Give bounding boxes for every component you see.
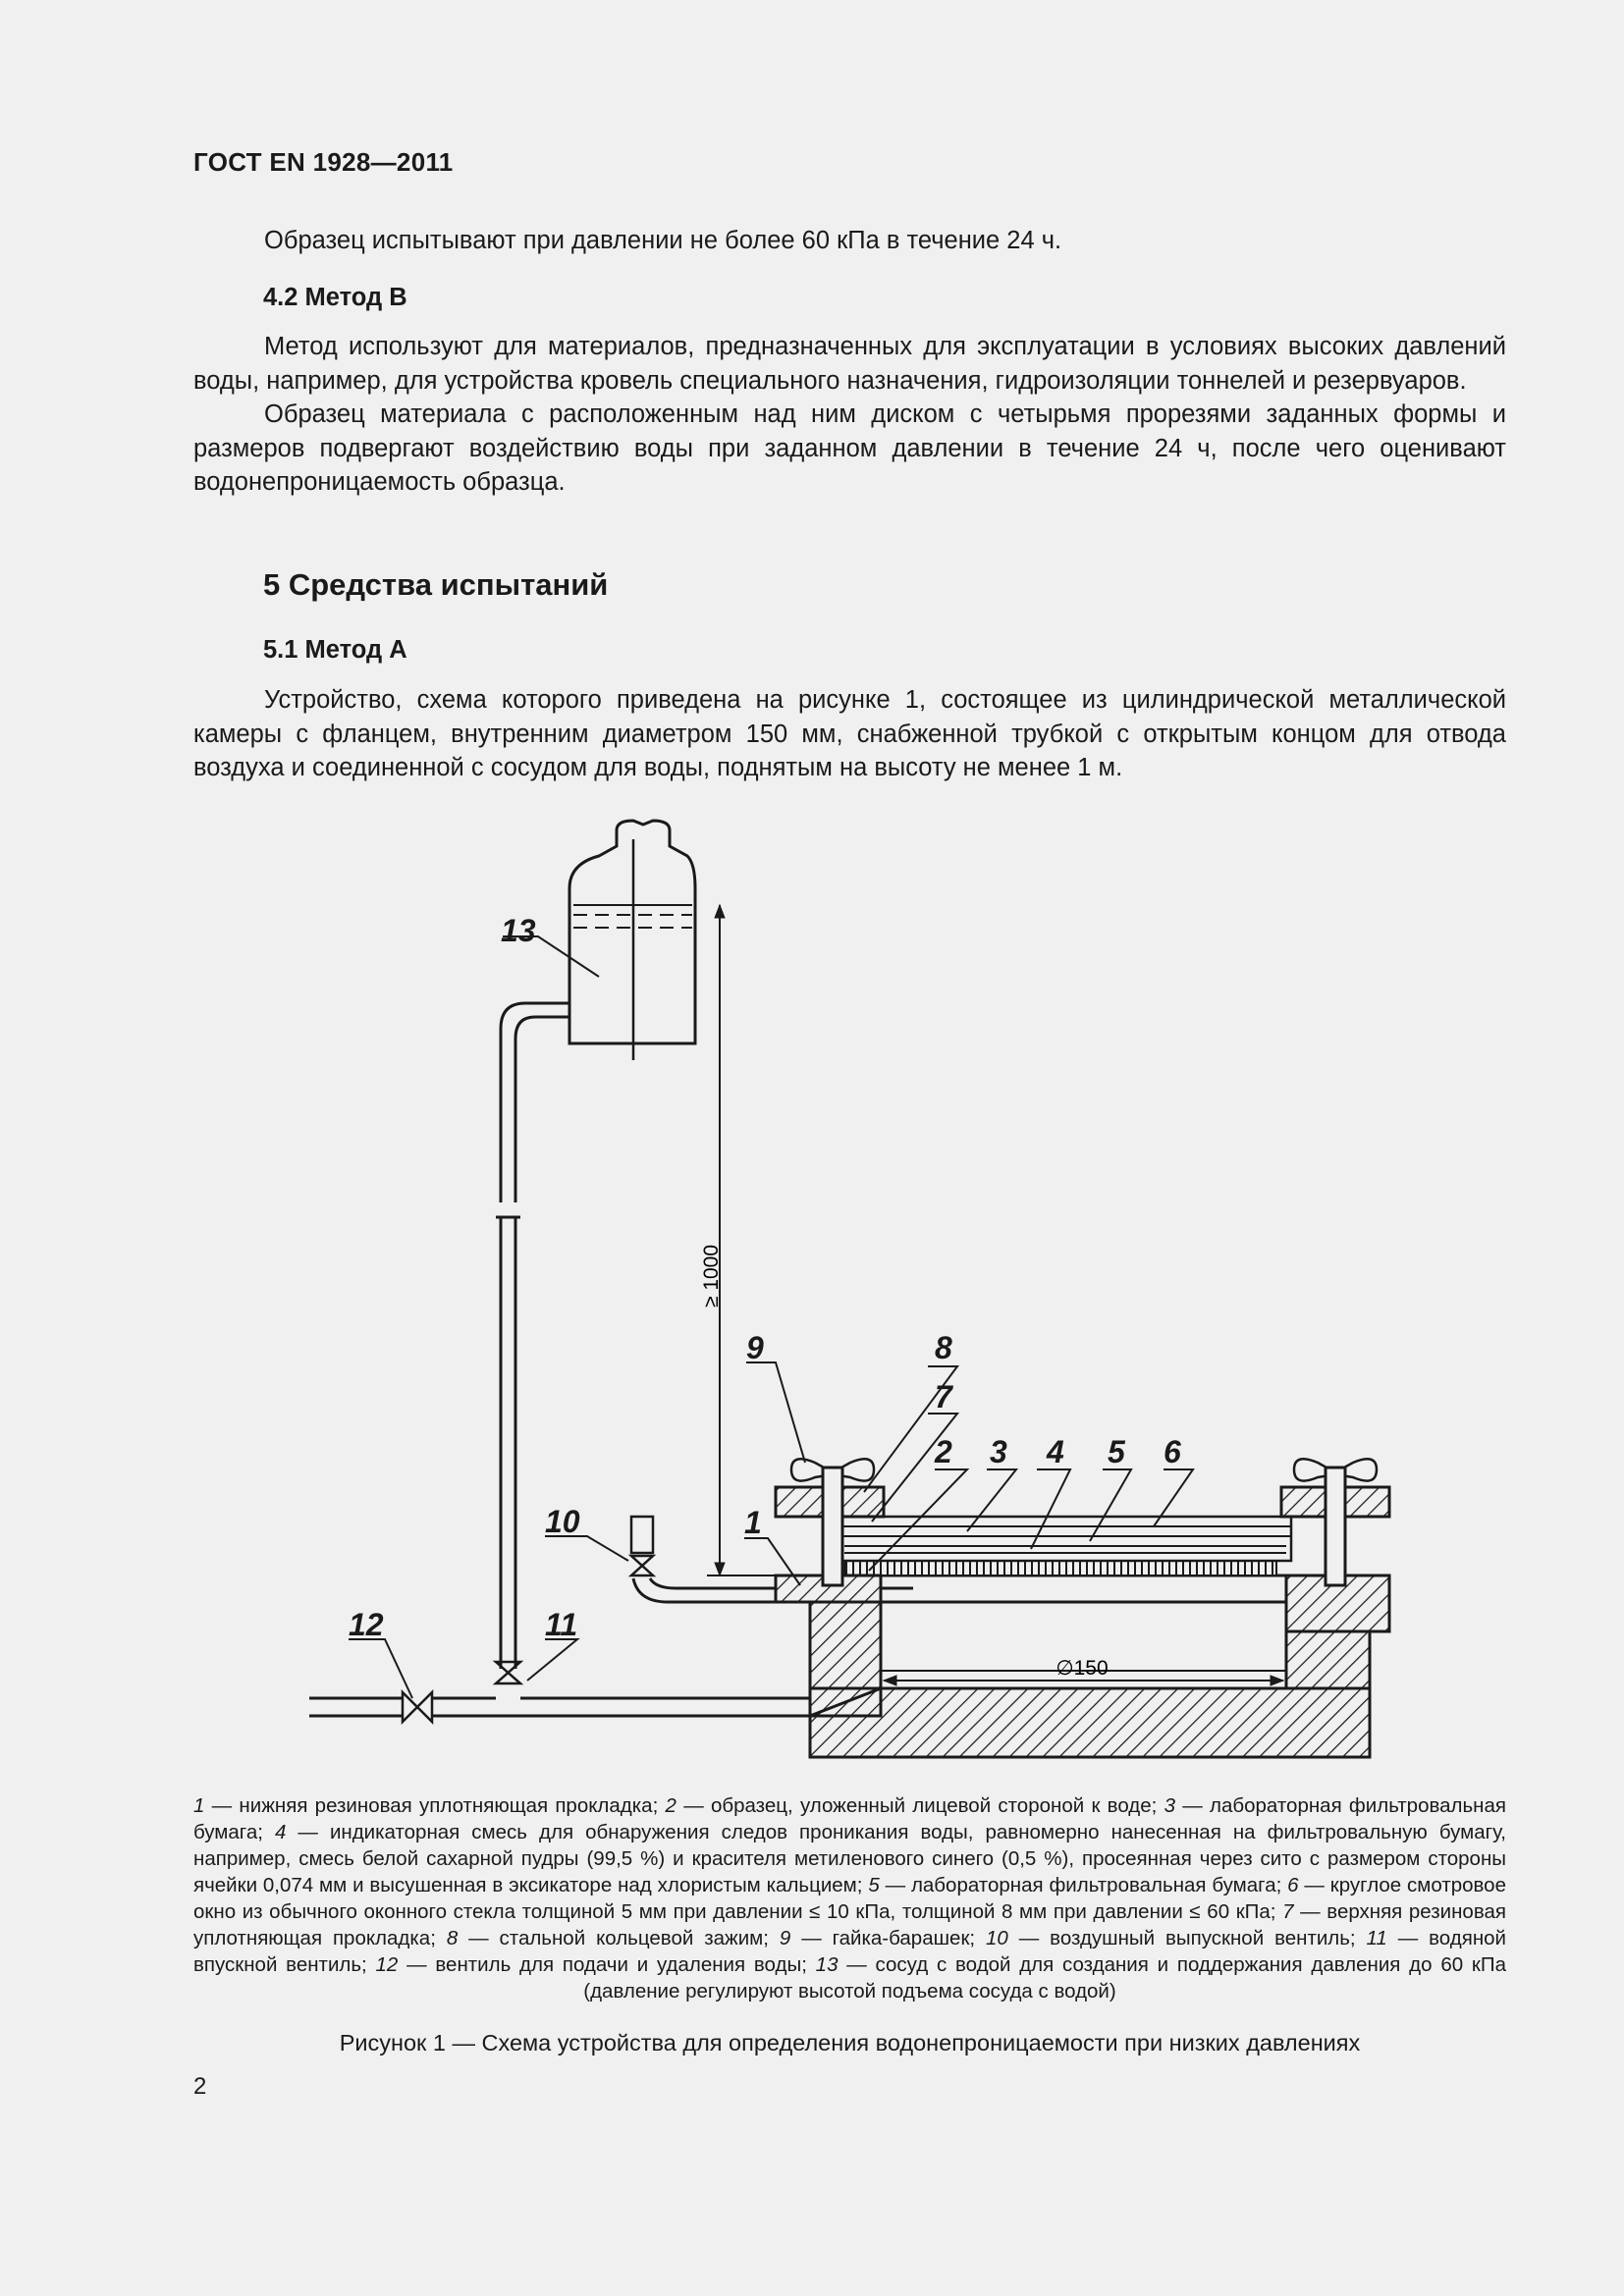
callout-1: 1 [744, 1505, 762, 1540]
callout-5: 5 [1108, 1434, 1125, 1469]
legend-item: 8 — стальной кольцевой зажим; [446, 1927, 780, 1949]
callout-4: 4 [1047, 1434, 1064, 1469]
document-header: ГОСТ EN 1928—2011 [193, 147, 454, 177]
legend-item: 2 — образец, уложенный лицевой стороной к воде; [665, 1794, 1164, 1817]
section-5-heading: 5 Средства испытаний [263, 567, 609, 602]
subheading-4-2: 4.2 Метод В [263, 284, 407, 311]
callout-6: 6 [1164, 1434, 1181, 1469]
subheading-5-1: 5.1 Метод А [263, 636, 407, 664]
callout-2: 2 [935, 1434, 952, 1469]
legend-item: 13 — сосуд с водой для создания и поддержания давления до 60 кПа (давление регулируют высотой подъема сосуда с водой) [583, 1953, 1507, 2002]
legend-item: 6 — круглое смотровое окно из обычного оконного стекла толщиной 5 мм при давлении ≤ 10 кПа, толщиной 8 мм при давлении ≤ 60 кПа; [193, 1874, 1506, 1923]
valve-12-symbol [403, 1692, 432, 1722]
dim-diameter-label: ∅150 [1056, 1657, 1109, 1680]
legend-item: 4 — индикаторная смесь для обнаружения следов проникания воды, равномерно нанесенная на фильтровальную бумагу, например, смесь белой сахарной пудры (99,5 %) и красителя метиленового синего (0,5 %), просеянная через сито с размером стороны ячейки 0,074 мм и высушенная в эксикаторе над хлористым кальцием; [193, 1821, 1506, 1896]
legend-item: 5 — лабораторная фильтровальная бумага; [868, 1874, 1288, 1896]
apparatus-diagram [0, 805, 1624, 1767]
valve-11-symbol [496, 1662, 520, 1683]
paragraph-4-1-end: Образец испытывают при давлении не более 60 кПа в течение 24 ч. [264, 227, 1062, 254]
legend-item: 9 — гайка-барашек; [779, 1927, 987, 1949]
page-number: 2 [193, 2073, 207, 2100]
callout-7: 7 [935, 1379, 952, 1415]
legend-item: 1 — нижняя резиновая уплотняющая прокладка; [193, 1794, 666, 1817]
paragraph-5-1: Устройство, схема которого приведена на рисунке 1, состоящее из цилиндрической металлической камеры с фланцем, внутренним диаметром 150 мм, снабженной трубкой с открытым концом для отвода воздуха и соединенной с сосудом для воды, поднятым на высоту не менее 1 м. [193, 686, 1506, 781]
callout-3: 3 [990, 1434, 1007, 1469]
legend-item: 7 — верхняя резиновая уплотняющая прокладка; [193, 1900, 1506, 1949]
figure-caption: Рисунок 1 — Схема устройства для определения водонепроницаемости при низких давлениях [339, 2030, 1361, 2056]
legend-item: 10 — воздушный выпускной вентиль; [986, 1927, 1367, 1949]
callout-8: 8 [935, 1330, 952, 1365]
paragraph-4-2 [193, 330, 1506, 500]
legend-item: 11 — водяной впускной вентиль; [193, 1927, 1506, 1976]
legend-item: 12 — вентиль для подачи и удаления воды; [375, 1953, 816, 1976]
callout-9: 9 [746, 1330, 764, 1365]
callout-10: 10 [545, 1504, 580, 1539]
chamber-base [810, 1688, 1370, 1757]
figure-legend [193, 1792, 1506, 2004]
callout-11: 11 [545, 1607, 578, 1642]
callout-12: 12 [349, 1607, 384, 1642]
callout-13: 13 [501, 913, 536, 948]
legend-item: 3 — лабораторная фильтровальная бумага; [193, 1794, 1507, 1843]
figure-1 [0, 805, 1624, 1772]
paragraph-4-2-b: Образец материала с расположенным над ним диском с четырьмя прорезями заданных формы и размеров подвергают воздействию воды при заданном давлении в течение 24 ч, после чего оценивают водонепроницаемость образца. [193, 400, 1506, 496]
dim-height-label: ≥ 1000 [700, 1244, 723, 1308]
paragraph-4-2-a: Метод используют для материалов, предназначенных для эксплуатации в условиях высоких давлений воды, например, для устройства кровель специального назначения, гидроизоляции тоннелей и резервуаров. [193, 333, 1506, 395]
chamber-wall-left [810, 1602, 881, 1688]
